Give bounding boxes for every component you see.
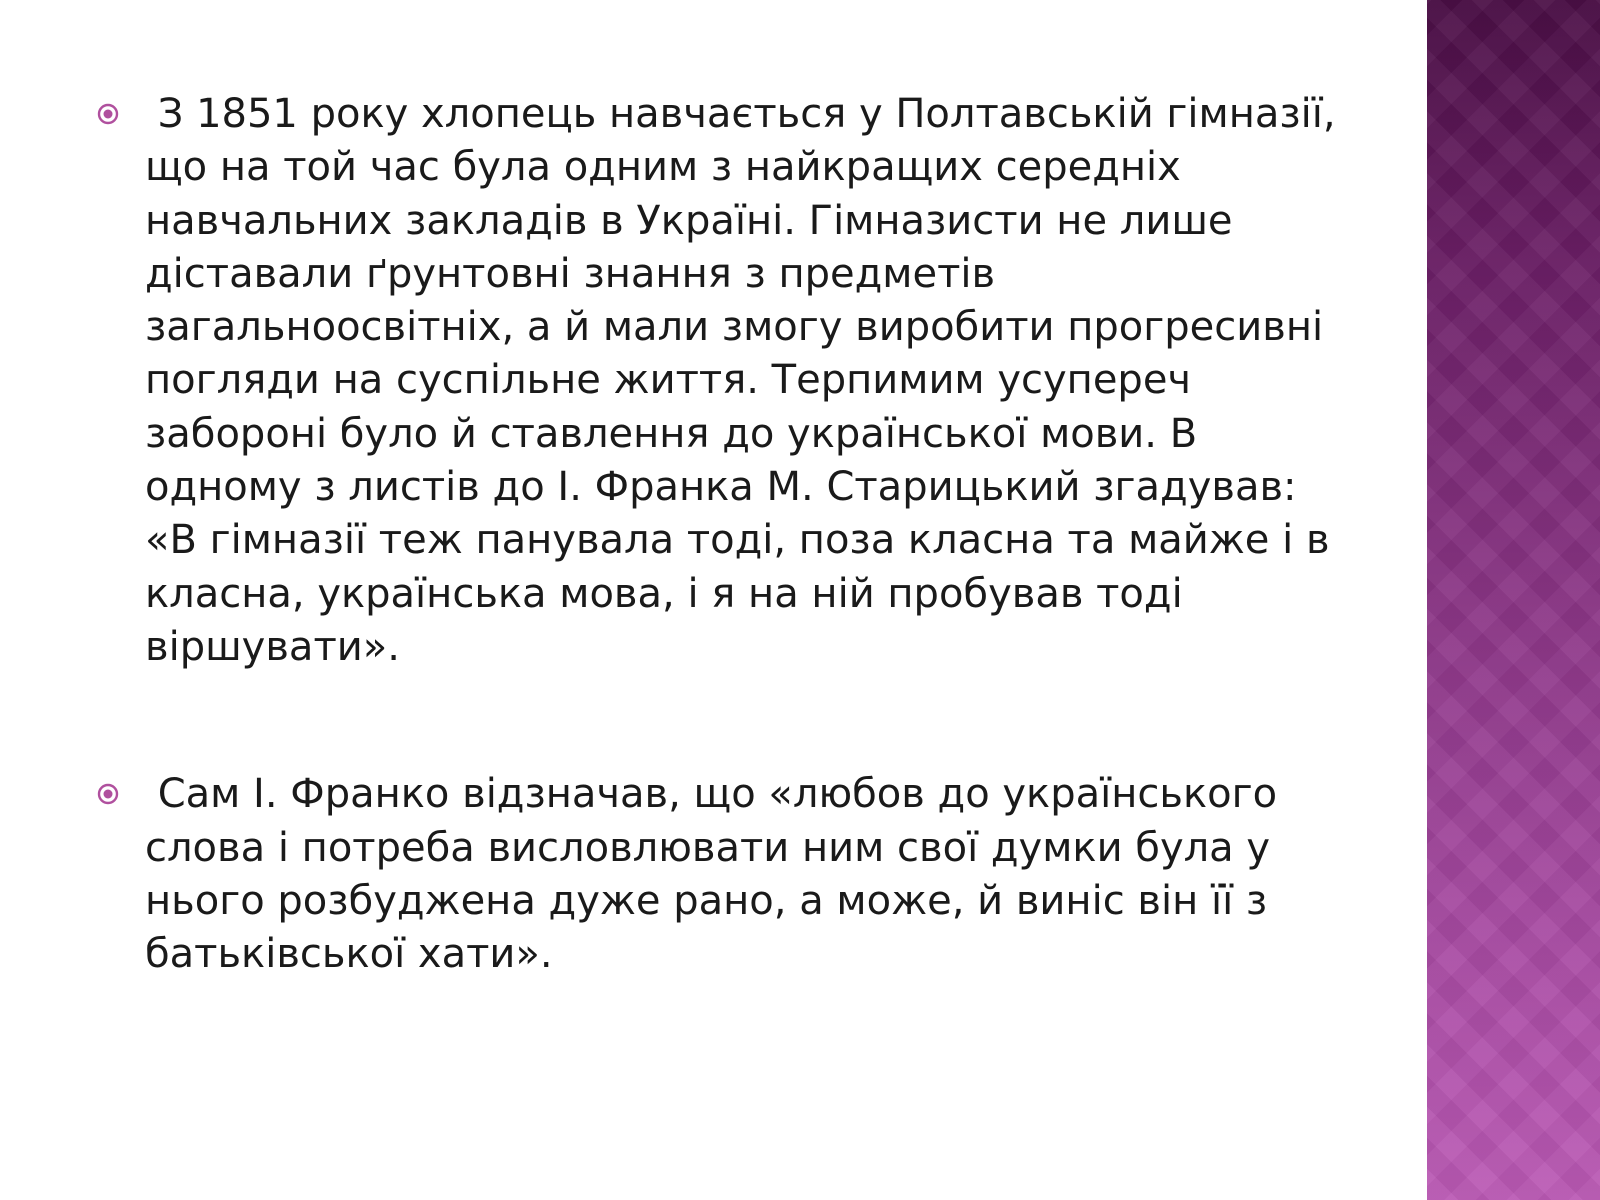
circle-bullet-icon [97, 103, 119, 125]
bullet-item [95, 768, 1345, 981]
bullet-item [95, 88, 1349, 674]
slide-content [95, 88, 1349, 981]
bullet-text: Сам І. Франко відзначав, що «любов до українського слова і потреба висловлювати ним свої думки була у нього розбуджена дуже рано, а може, й виніс він її з батьківської хати». [145, 771, 1290, 978]
decorative-side-band [1427, 0, 1600, 1200]
bullet-text: З 1851 року хлопець навчається у Полтавській гімназії, що на той час була одним з найкращих середніх навчальних закладів в Україні. Гімназисти не лише діставали ґрунтовні знання з предметів загальноосвітніх, а й мали змогу виробити прогресивні погляди на суспільне життя. Терпимим усупереч забороні було й ставлення до української мови. В одному з листів до І. Франка М. Старицький згадував: «В гімназії теж панувала тоді, поза класна та майже і в класна, українська мова, і я на ній пробував тоді віршувати». [145, 91, 1349, 670]
circle-bullet-icon [97, 783, 119, 805]
